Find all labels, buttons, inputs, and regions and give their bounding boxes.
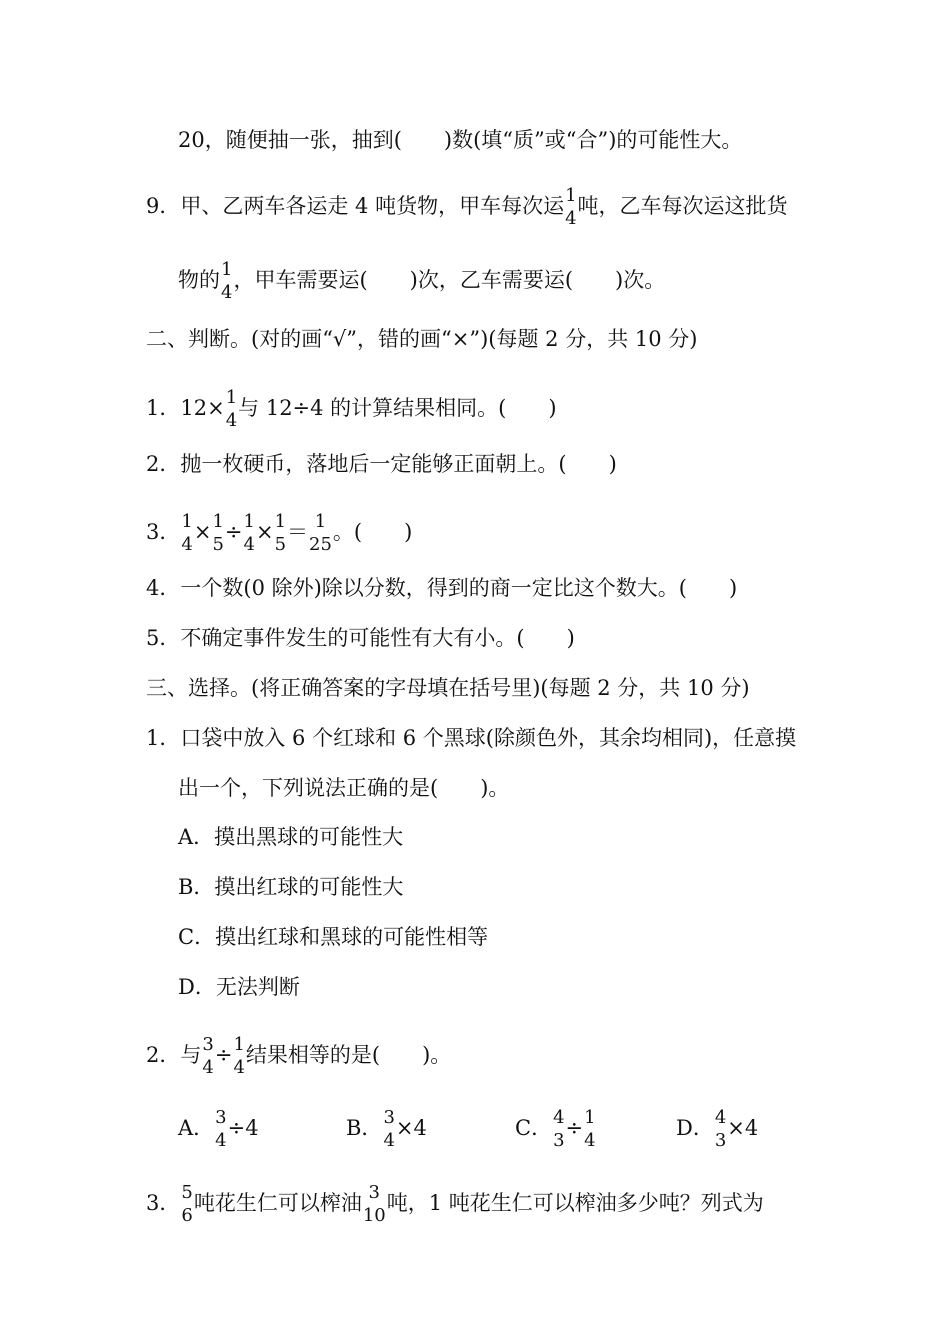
question-number: 2． xyxy=(146,1043,181,1068)
question-text: ，甲车需要运( )次，乙车需要运( )次。 xyxy=(233,268,666,293)
choice-question-2 xyxy=(146,1035,451,1078)
choice-option-d: D．无法判断 xyxy=(178,975,300,999)
fraction: 3 4 xyxy=(215,1107,227,1151)
fraction: 1 4 xyxy=(181,511,193,555)
choice-question-1-line1 xyxy=(146,728,796,749)
fraction: 4 3 xyxy=(553,1107,565,1151)
question-text: 与 xyxy=(180,1043,202,1068)
judge-question-3 xyxy=(146,512,412,555)
choice-option-a: A．摸出黑球的可能性大 xyxy=(178,825,404,849)
question-number: 5． xyxy=(146,626,181,650)
operator: ÷ xyxy=(214,1043,233,1068)
question-number: 2． xyxy=(146,452,181,476)
question-text: 抛一枚硬币，落地后一定能够正面朝上。( ) xyxy=(180,452,617,476)
question-text: 甲、乙两车各运走 4 吨货物，甲车每次运 xyxy=(180,194,565,219)
fraction: 3 4 xyxy=(383,1107,395,1151)
operator: × xyxy=(255,520,274,545)
question-text: 口袋中放入 6 个红球和 6 个黑球(除颜色外，其余均相同)，任意摸 xyxy=(180,726,797,750)
question-text: 吨，乙车每次运这批货 xyxy=(577,194,788,219)
choice-2-option-d: D． 4 3 ×4 xyxy=(676,1107,759,1151)
fraction: 3 10 xyxy=(362,1182,386,1226)
question-number: 3． xyxy=(146,520,181,545)
choice-question-1-line2: 出一个，下列说法正确的是( )。 xyxy=(178,776,510,800)
question-text: 物的 xyxy=(178,268,220,293)
fraction: 1 5 xyxy=(274,511,287,555)
question-number: 3． xyxy=(146,1191,181,1216)
section-2-heading: 二、判断。(对的画“√”，错的画“×”)(每题 2 分，共 10 分) xyxy=(146,327,698,351)
question-text: 不确定事件发生的可能性有大有小。( ) xyxy=(180,626,575,650)
fraction: 1 4 xyxy=(225,387,238,431)
fraction: 1 4 xyxy=(565,185,577,229)
choice-question-3 xyxy=(146,1183,764,1226)
operator: ＝ xyxy=(287,520,309,545)
question-text: 吨花生仁可以榨油 xyxy=(193,1191,362,1216)
question-9-line2 xyxy=(178,260,665,303)
operator: × xyxy=(193,520,212,545)
question-text: 。( ) xyxy=(332,520,413,545)
fraction: 4 3 xyxy=(714,1107,727,1151)
operator: ÷ xyxy=(224,520,243,545)
fraction: 1 4 xyxy=(221,259,233,303)
fraction: 3 4 xyxy=(202,1034,214,1078)
fraction: 1 4 xyxy=(233,1034,245,1078)
choice-2-option-a: A． 3 4 ÷4 xyxy=(178,1107,259,1151)
question-text: 12× xyxy=(180,396,225,421)
question-text: 结果相等的是( )。 xyxy=(245,1043,452,1068)
fraction: 1 4 xyxy=(584,1107,596,1151)
choice-option-c: C．摸出红球和黑球的可能性相等 xyxy=(178,925,489,949)
question-text: 与 12÷4 的计算结果相同。( ) xyxy=(238,396,557,421)
choice-2-option-b: B． 3 4 ×4 xyxy=(346,1107,427,1151)
judge-question-2 xyxy=(146,454,617,475)
choice-2-option-c: C． 4 3 ÷ 1 4 xyxy=(515,1107,596,1151)
judge-question-5 xyxy=(146,628,575,649)
question-number: 1． xyxy=(146,726,181,750)
fraction: 1 4 xyxy=(243,511,255,555)
judge-question-1 xyxy=(146,388,557,431)
question-9-line1 xyxy=(146,186,788,229)
question-text: 一个数(0 除外)除以分数，得到的商一定比这个数大。( ) xyxy=(180,576,738,600)
question-8-continuation: 20，随便抽一张，抽到( )数(填“质”或“合”)的可能性大。 xyxy=(178,128,743,152)
section-3-heading: 三、选择。(将正确答案的字母填在括号里)(每题 2 分，共 10 分) xyxy=(146,676,750,700)
judge-question-4 xyxy=(146,578,737,599)
question-text: 吨，1 吨花生仁可以榨油多少吨？列式为 xyxy=(386,1191,764,1216)
fraction: 1 25 xyxy=(309,511,332,555)
fraction: 5 6 xyxy=(181,1182,193,1226)
question-number: 1． xyxy=(146,396,181,421)
question-number: 4． xyxy=(146,576,181,600)
choice-option-b: B．摸出红球的可能性大 xyxy=(178,875,404,899)
question-number: 9． xyxy=(146,194,181,219)
fraction: 1 5 xyxy=(212,511,224,555)
